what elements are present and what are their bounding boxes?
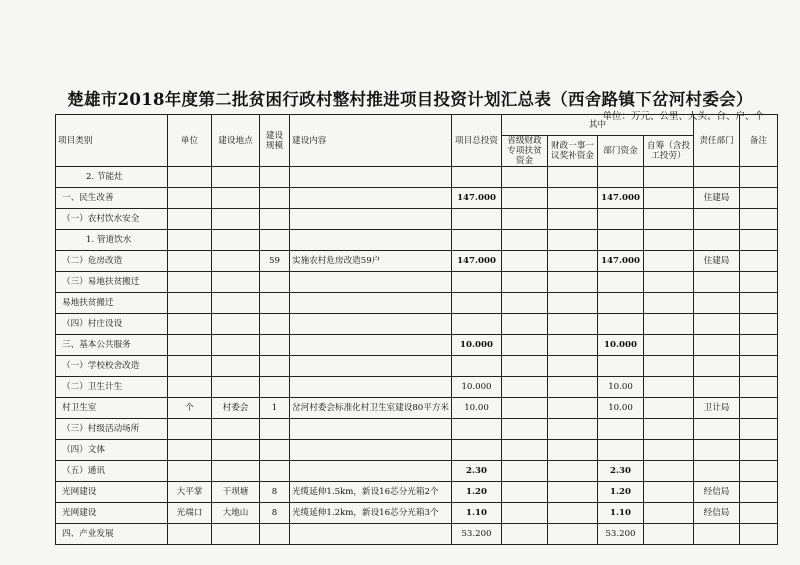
cell-category: 易地扶贫搬迁 bbox=[56, 293, 168, 314]
cell-note bbox=[740, 335, 778, 356]
cell-location bbox=[212, 356, 260, 377]
cell-category: （二）卫生计生 bbox=[56, 377, 168, 398]
cell-location bbox=[212, 461, 260, 482]
cell-total: 147.000 bbox=[452, 251, 502, 272]
cell-note bbox=[740, 209, 778, 230]
cell-department bbox=[598, 293, 644, 314]
cell-total bbox=[452, 167, 502, 188]
header-provincial: 省级财政专项扶贫资金 bbox=[502, 136, 548, 167]
cell-location bbox=[212, 335, 260, 356]
table-row bbox=[56, 230, 778, 251]
cell-location: 大地山 bbox=[212, 503, 260, 524]
cell-unit bbox=[168, 440, 212, 461]
cell-scale bbox=[260, 314, 290, 335]
cell-total: 2.30 bbox=[452, 461, 502, 482]
cell-total: 147.000 bbox=[452, 188, 502, 209]
cell-scale bbox=[260, 419, 290, 440]
table-row bbox=[56, 419, 778, 440]
cell-self bbox=[644, 209, 694, 230]
cell-caizheng bbox=[548, 167, 598, 188]
cell-unit bbox=[168, 167, 212, 188]
cell-category: （四）文体 bbox=[56, 440, 168, 461]
cell-scale bbox=[260, 335, 290, 356]
unit-note: 单位：万元、公里、人头、台、户、个 bbox=[602, 111, 764, 122]
cell-provincial bbox=[502, 209, 548, 230]
cell-unit bbox=[168, 314, 212, 335]
table-row bbox=[56, 461, 778, 482]
cell-content: 实施农村危房改造59户 bbox=[290, 251, 452, 272]
cell-total: 53.200 bbox=[452, 524, 502, 545]
cell-note bbox=[740, 461, 778, 482]
cell-note bbox=[740, 356, 778, 377]
cell-provincial bbox=[502, 293, 548, 314]
cell-scale bbox=[260, 293, 290, 314]
cell-department bbox=[598, 440, 644, 461]
header-unit: 单位 bbox=[168, 115, 212, 167]
cell-content bbox=[290, 293, 452, 314]
cell-self bbox=[644, 398, 694, 419]
cell-provincial bbox=[502, 461, 548, 482]
cell-provincial bbox=[502, 440, 548, 461]
cell-responsible bbox=[694, 314, 740, 335]
cell-department: 1.20 bbox=[598, 482, 644, 503]
header-department: 部门资金 bbox=[598, 136, 644, 167]
cell-note bbox=[740, 377, 778, 398]
cell-responsible bbox=[694, 440, 740, 461]
cell-department: 10.000 bbox=[598, 335, 644, 356]
cell-location bbox=[212, 272, 260, 293]
cell-responsible bbox=[694, 377, 740, 398]
cell-location bbox=[212, 188, 260, 209]
cell-provincial bbox=[502, 167, 548, 188]
cell-caizheng bbox=[548, 335, 598, 356]
cell-caizheng bbox=[548, 293, 598, 314]
cell-responsible bbox=[694, 356, 740, 377]
cell-location bbox=[212, 440, 260, 461]
cell-caizheng bbox=[548, 419, 598, 440]
cell-note bbox=[740, 314, 778, 335]
document-title: 楚雄市2018年度第二批贫困行政村整村推进项目投资计划汇总表（西舍路镇下岔河村委会） bbox=[67, 90, 753, 109]
cell-responsible: 经信局 bbox=[694, 503, 740, 524]
cell-provincial bbox=[502, 356, 548, 377]
cell-provincial bbox=[502, 272, 548, 293]
table-row bbox=[56, 356, 778, 377]
cell-scale bbox=[260, 377, 290, 398]
cell-content: 光缆延伸1.2km，新设16芯分光箱3个 bbox=[290, 503, 452, 524]
header-caizheng: 财政一事一议奖补资金 bbox=[548, 136, 598, 167]
cell-total bbox=[452, 440, 502, 461]
cell-unit: 大平掌 bbox=[168, 482, 212, 503]
cell-content bbox=[290, 230, 452, 251]
cell-self bbox=[644, 440, 694, 461]
cell-note bbox=[740, 167, 778, 188]
cell-content: 岔河村委会标准化村卫生室建设80平方米 bbox=[290, 398, 452, 419]
cell-content bbox=[290, 356, 452, 377]
cell-unit bbox=[168, 272, 212, 293]
cell-note bbox=[740, 419, 778, 440]
cell-self bbox=[644, 230, 694, 251]
cell-self bbox=[644, 377, 694, 398]
cell-note bbox=[740, 440, 778, 461]
cell-responsible: 住建局 bbox=[694, 188, 740, 209]
cell-category: （五）通讯 bbox=[56, 461, 168, 482]
cell-unit bbox=[168, 377, 212, 398]
cell-category: 1. 管道饮水 bbox=[56, 230, 168, 251]
cell-provincial bbox=[502, 335, 548, 356]
cell-responsible bbox=[694, 293, 740, 314]
cell-responsible bbox=[694, 209, 740, 230]
cell-category: （一）农村饮水安全 bbox=[56, 209, 168, 230]
cell-unit bbox=[168, 209, 212, 230]
cell-self bbox=[644, 524, 694, 545]
cell-department bbox=[598, 419, 644, 440]
cell-department bbox=[598, 356, 644, 377]
cell-responsible: 卫计局 bbox=[694, 398, 740, 419]
cell-provincial bbox=[502, 503, 548, 524]
cell-department bbox=[598, 314, 644, 335]
cell-scale bbox=[260, 356, 290, 377]
cell-provincial bbox=[502, 251, 548, 272]
cell-unit bbox=[168, 461, 212, 482]
cell-category: 三、基本公共服务 bbox=[56, 335, 168, 356]
investment-table bbox=[55, 114, 778, 545]
cell-self bbox=[644, 503, 694, 524]
cell-provincial bbox=[502, 398, 548, 419]
table-row bbox=[56, 440, 778, 461]
cell-caizheng bbox=[548, 188, 598, 209]
cell-responsible bbox=[694, 230, 740, 251]
cell-content bbox=[290, 167, 452, 188]
table-row bbox=[56, 503, 778, 524]
cell-note bbox=[740, 272, 778, 293]
cell-self bbox=[644, 314, 694, 335]
header-scale: 建设规模 bbox=[260, 115, 290, 167]
cell-note bbox=[740, 188, 778, 209]
cell-caizheng bbox=[548, 272, 598, 293]
table-row bbox=[56, 272, 778, 293]
cell-content: 光缆延伸1.5km，新设16芯分光箱2个 bbox=[290, 482, 452, 503]
cell-content bbox=[290, 188, 452, 209]
cell-note bbox=[740, 293, 778, 314]
header-content: 建设内容 bbox=[290, 115, 452, 167]
cell-content bbox=[290, 209, 452, 230]
cell-self bbox=[644, 419, 694, 440]
cell-self bbox=[644, 167, 694, 188]
cell-category: （二）危房改造 bbox=[56, 251, 168, 272]
cell-provincial bbox=[502, 524, 548, 545]
cell-note bbox=[740, 251, 778, 272]
cell-category: 一、民生改善 bbox=[56, 188, 168, 209]
cell-total: 1.20 bbox=[452, 482, 502, 503]
cell-total: 10.000 bbox=[452, 335, 502, 356]
cell-self bbox=[644, 251, 694, 272]
cell-scale: 1 bbox=[260, 398, 290, 419]
cell-location bbox=[212, 167, 260, 188]
cell-total: 1.10 bbox=[452, 503, 502, 524]
cell-content bbox=[290, 524, 452, 545]
cell-category: 2. 节能灶 bbox=[56, 167, 168, 188]
cell-caizheng bbox=[548, 524, 598, 545]
cell-department: 147.000 bbox=[598, 251, 644, 272]
cell-category: （四）村庄设设 bbox=[56, 314, 168, 335]
table-row bbox=[56, 251, 778, 272]
table-row bbox=[56, 335, 778, 356]
cell-caizheng bbox=[548, 482, 598, 503]
cell-responsible bbox=[694, 335, 740, 356]
cell-total bbox=[452, 314, 502, 335]
cell-location bbox=[212, 524, 260, 545]
cell-department bbox=[598, 230, 644, 251]
cell-responsible: 经信局 bbox=[694, 482, 740, 503]
header-self: 自筹（含投工投劳） bbox=[644, 136, 694, 167]
cell-responsible: 住建局 bbox=[694, 251, 740, 272]
cell-category: （三）村级活动场所 bbox=[56, 419, 168, 440]
cell-unit: 光端口 bbox=[168, 503, 212, 524]
cell-caizheng bbox=[548, 377, 598, 398]
cell-unit bbox=[168, 230, 212, 251]
cell-provincial bbox=[502, 188, 548, 209]
header-note: 备注 bbox=[740, 115, 778, 167]
cell-caizheng bbox=[548, 251, 598, 272]
cell-category: （一）学校校舍改造 bbox=[56, 356, 168, 377]
cell-department: 1.10 bbox=[598, 503, 644, 524]
cell-note bbox=[740, 398, 778, 419]
cell-self bbox=[644, 461, 694, 482]
cell-responsible bbox=[694, 272, 740, 293]
cell-provincial bbox=[502, 230, 548, 251]
table-row bbox=[56, 167, 778, 188]
cell-total bbox=[452, 293, 502, 314]
cell-unit bbox=[168, 335, 212, 356]
header-responsible: 责任部门 bbox=[694, 115, 740, 167]
cell-provincial bbox=[502, 377, 548, 398]
cell-category: （三）易地扶贫搬迁 bbox=[56, 272, 168, 293]
cell-responsible bbox=[694, 461, 740, 482]
cell-self bbox=[644, 272, 694, 293]
table-row bbox=[56, 398, 778, 419]
cell-self bbox=[644, 482, 694, 503]
header-among: 其中 bbox=[502, 115, 694, 136]
cell-caizheng bbox=[548, 209, 598, 230]
cell-scale bbox=[260, 230, 290, 251]
cell-caizheng bbox=[548, 356, 598, 377]
cell-scale bbox=[260, 461, 290, 482]
cell-scale bbox=[260, 209, 290, 230]
cell-unit bbox=[168, 188, 212, 209]
cell-scale: 59 bbox=[260, 251, 290, 272]
table-row bbox=[56, 314, 778, 335]
cell-note bbox=[740, 503, 778, 524]
table-row bbox=[56, 188, 778, 209]
cell-self bbox=[644, 188, 694, 209]
cell-department: 10.00 bbox=[598, 377, 644, 398]
table-row bbox=[56, 524, 778, 545]
cell-caizheng bbox=[548, 230, 598, 251]
cell-location bbox=[212, 293, 260, 314]
cell-total bbox=[452, 356, 502, 377]
cell-note bbox=[740, 482, 778, 503]
cell-category: 村卫生室 bbox=[56, 398, 168, 419]
cell-department bbox=[598, 209, 644, 230]
cell-department bbox=[598, 272, 644, 293]
cell-content bbox=[290, 272, 452, 293]
cell-content bbox=[290, 419, 452, 440]
cell-unit bbox=[168, 419, 212, 440]
cell-location: 干坝塘 bbox=[212, 482, 260, 503]
header-location: 建设地点 bbox=[212, 115, 260, 167]
cell-note bbox=[740, 524, 778, 545]
cell-content bbox=[290, 377, 452, 398]
cell-total bbox=[452, 419, 502, 440]
table-row bbox=[56, 482, 778, 503]
cell-location bbox=[212, 419, 260, 440]
cell-total bbox=[452, 272, 502, 293]
cell-scale bbox=[260, 167, 290, 188]
table-row bbox=[56, 209, 778, 230]
cell-caizheng bbox=[548, 314, 598, 335]
cell-category: 光网建设 bbox=[56, 482, 168, 503]
cell-location bbox=[212, 251, 260, 272]
table-row bbox=[56, 293, 778, 314]
cell-scale: 8 bbox=[260, 503, 290, 524]
cell-content bbox=[290, 335, 452, 356]
cell-self bbox=[644, 356, 694, 377]
cell-total bbox=[452, 230, 502, 251]
cell-content bbox=[290, 314, 452, 335]
cell-unit bbox=[168, 524, 212, 545]
cell-responsible bbox=[694, 167, 740, 188]
cell-scale bbox=[260, 524, 290, 545]
cell-unit bbox=[168, 251, 212, 272]
cell-total: 10.000 bbox=[452, 377, 502, 398]
cell-caizheng bbox=[548, 440, 598, 461]
cell-location: 村委会 bbox=[212, 398, 260, 419]
cell-department: 53.200 bbox=[598, 524, 644, 545]
cell-provincial bbox=[502, 314, 548, 335]
cell-location bbox=[212, 377, 260, 398]
header-category: 项目类别 bbox=[56, 115, 168, 167]
cell-caizheng bbox=[548, 398, 598, 419]
cell-scale bbox=[260, 440, 290, 461]
table-body bbox=[56, 167, 778, 545]
cell-caizheng bbox=[548, 461, 598, 482]
cell-responsible bbox=[694, 524, 740, 545]
cell-category: 四、产业发展 bbox=[56, 524, 168, 545]
cell-location bbox=[212, 209, 260, 230]
cell-self bbox=[644, 335, 694, 356]
cell-unit bbox=[168, 293, 212, 314]
cell-content bbox=[290, 461, 452, 482]
table-row bbox=[56, 377, 778, 398]
cell-department: 10.00 bbox=[598, 398, 644, 419]
cell-content bbox=[290, 440, 452, 461]
cell-caizheng bbox=[548, 503, 598, 524]
cell-scale bbox=[260, 188, 290, 209]
cell-department: 2.30 bbox=[598, 461, 644, 482]
cell-department: 147.000 bbox=[598, 188, 644, 209]
cell-location bbox=[212, 314, 260, 335]
cell-total bbox=[452, 209, 502, 230]
cell-category: 光网建设 bbox=[56, 503, 168, 524]
cell-location bbox=[212, 230, 260, 251]
cell-unit bbox=[168, 356, 212, 377]
cell-self bbox=[644, 293, 694, 314]
cell-total: 10.00 bbox=[452, 398, 502, 419]
cell-unit: 个 bbox=[168, 398, 212, 419]
cell-note bbox=[740, 230, 778, 251]
cell-provincial bbox=[502, 419, 548, 440]
header-total: 项目总投资 bbox=[452, 115, 502, 167]
cell-provincial bbox=[502, 482, 548, 503]
cell-scale bbox=[260, 272, 290, 293]
cell-department bbox=[598, 167, 644, 188]
cell-scale: 8 bbox=[260, 482, 290, 503]
cell-responsible bbox=[694, 419, 740, 440]
